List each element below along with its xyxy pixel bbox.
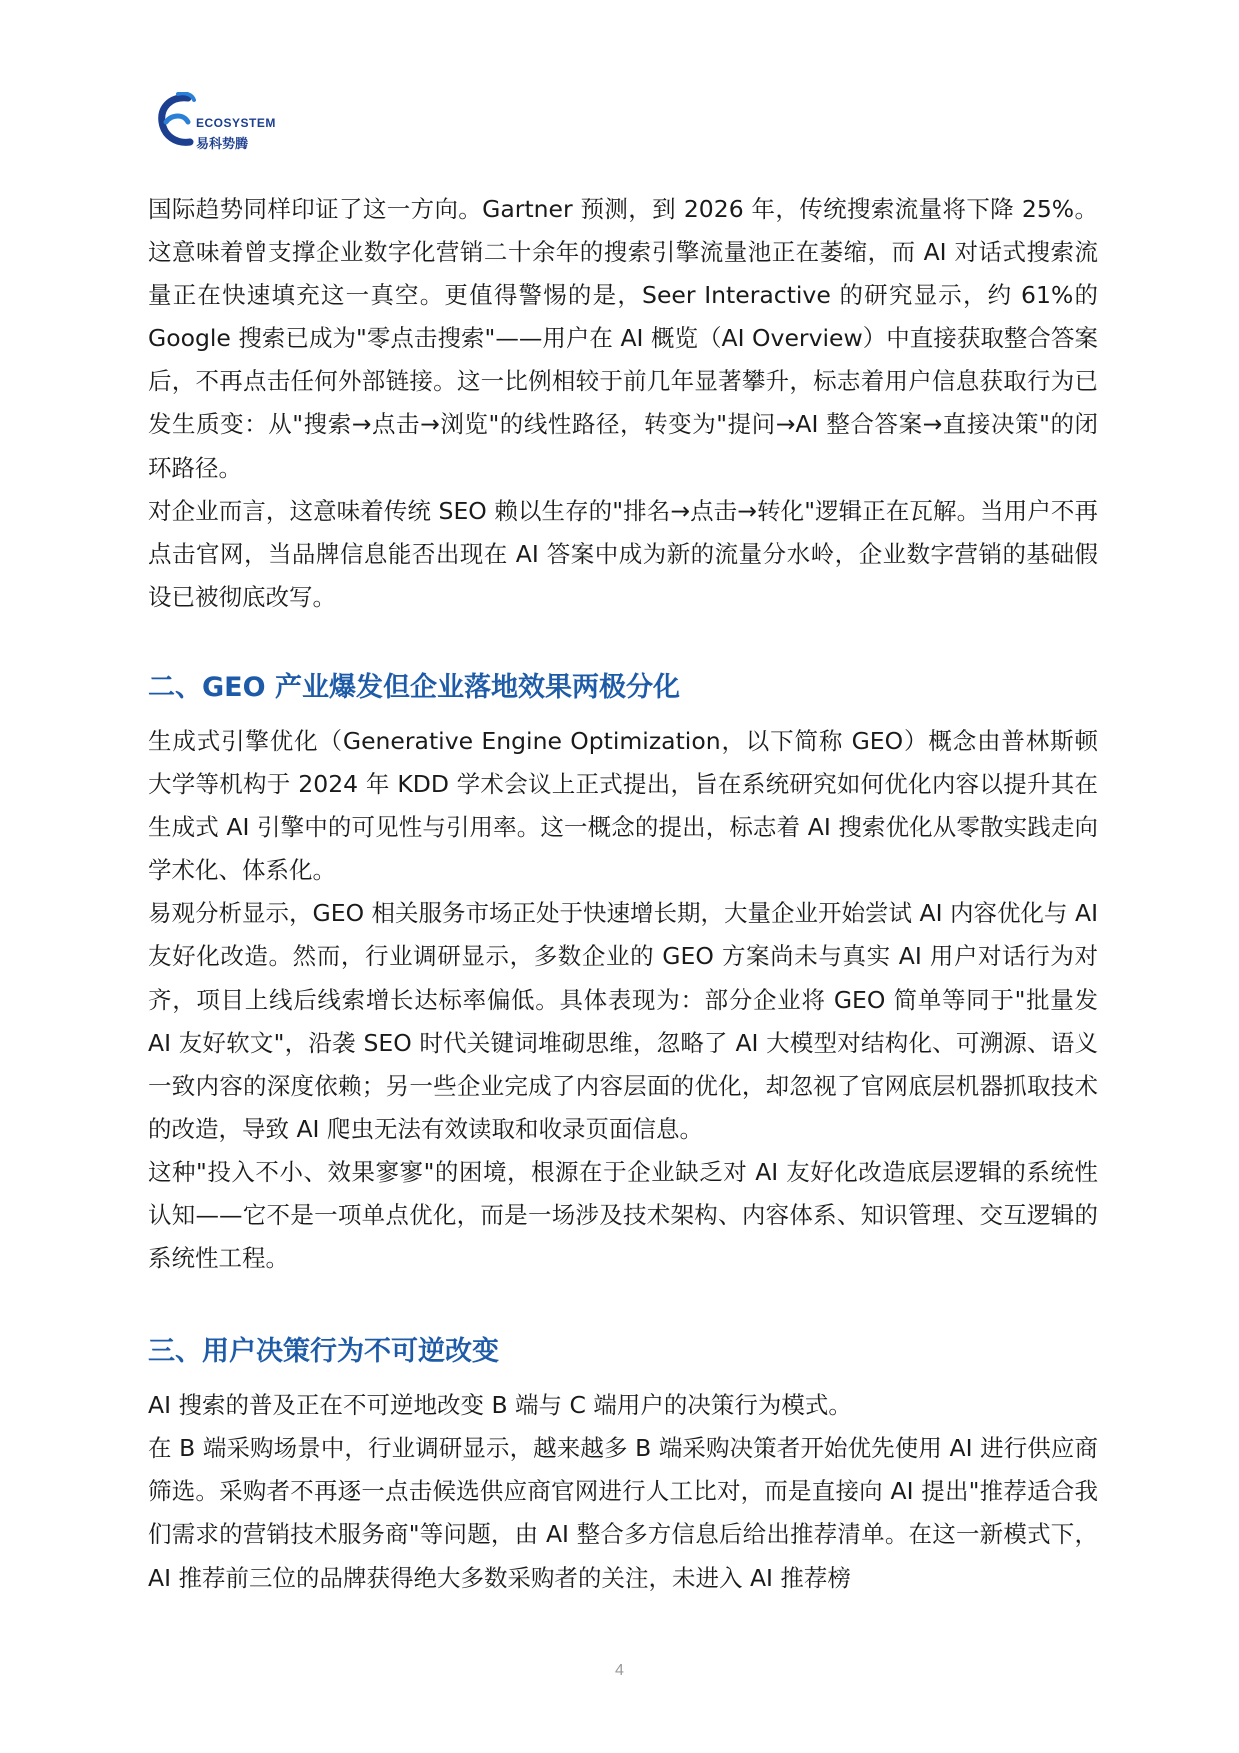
document-body (148, 188, 1098, 1600)
paragraph: 这种"投入不小、效果寥寥"的困境，根源在于企业缺乏对 AI 友好化改造底层逻辑的系统性认知——它不是一项单点优化，而是一场涉及技术架构、内容体系、知识管理、交互逻辑的系统性工程。 (148, 1157, 1098, 1273)
section-heading: 二、GEO 产业爆发但企业落地效果两极分化 (148, 671, 680, 703)
paragraph: 对企业而言，这意味着传统 SEO 赖以生存的"排名→点击→转化"逻辑正在瓦解。当用户不再点击官网，当品牌信息能否出现在 AI 答案中成为新的流量分水岭，企业数字营销的基础假设已被彻底改写。 (148, 496, 1098, 611)
logo (158, 92, 298, 154)
paragraph: 生成式引擎优化（Generative Engine Optimization，以下简称 GEO）概念由普林斯顿大学等机构于 2024 年 KDD 学术会议上正式提出，旨在系统研究如何优化内容以提升其在生成式 AI 引擎中的可见性与引用率。这一概念的提出，标志着 AI 搜索优化从零散实践走向学术化、体系化。 (148, 726, 1098, 885)
paragraph: 易观分析显示，GEO 相关服务市场正处于快速增长期，大量企业开始尝试 AI 内容优化与 AI 友好化改造。然而，行业调研显示，多数企业的 GEO 方案尚未与真实 AI 用户对话行为对齐，项目上线后线索增长达标率偏低。具体表现为：部分企业将 GEO 简单等同于"批量发 AI 友好软文"，沿袭 SEO 时代关键词堆砌思维，忽略了 AI 大模型对结构化、可溯源、语义一致内容的深度依赖；另一些企业完成了内容层面的优化，却忽视了官网底层机器抓取技术的改造，导致 AI 爬虫无法有效读取和收录页面信息。 (148, 899, 1098, 1143)
paragraph: 国际趋势同样印证了这一方向。Gartner 预测，到 2026 年，传统搜索流量将下降 25%。这意味着曾支撑企业数字化营销二十余年的搜索引擎流量池正在萎缩，而 AI 对话式搜索流量正在快速填充这一真空。更值得警惕的是，Seer Interactive 的研究显示，约 61%的 Google 搜索已成为"零点击搜索"——用户在 AI 概览（AI Overview）中直接获取整合答案后，不再点击任何外部链接。这一比例相较于前几年显著攀升，标志着用户信息获取行为已发生质变：从"搜索→点击→浏览"的线性路径，转变为"提问→AI 整合答案→直接决策"的闭环路径。 (148, 195, 1098, 482)
paragraph: 在 B 端采购场景中，行业调研显示，越来越多 B 端采购决策者开始优先使用 AI 进行供应商筛选。采购者不再逐一点击候选供应商官网进行人工比对，而是直接向 AI 提出"推荐适合我们需求的营销技术服务商"等问题，由 AI 整合多方信息后给出推荐清单。在这一新模式下，AI 推荐前三位的品牌获得绝大多数采购者的关注，未进入 AI 推荐榜 (148, 1434, 1098, 1592)
section-heading: 三、用户决策行为不可逆改变 (148, 1336, 499, 1368)
logo-text-cn: 易科势腾 (196, 137, 249, 152)
logo-text-en: ECOSYSTEM (196, 116, 276, 130)
paragraph: AI 搜索的普及正在不可逆地改变 B 端与 C 端用户的决策行为模式。 (148, 1391, 852, 1420)
section-2 (148, 666, 1098, 1280)
section-3 (148, 1330, 1098, 1599)
section-1 (148, 188, 1098, 619)
page-number: 4 (615, 1662, 624, 1679)
ecosystem-e-icon (158, 92, 196, 152)
